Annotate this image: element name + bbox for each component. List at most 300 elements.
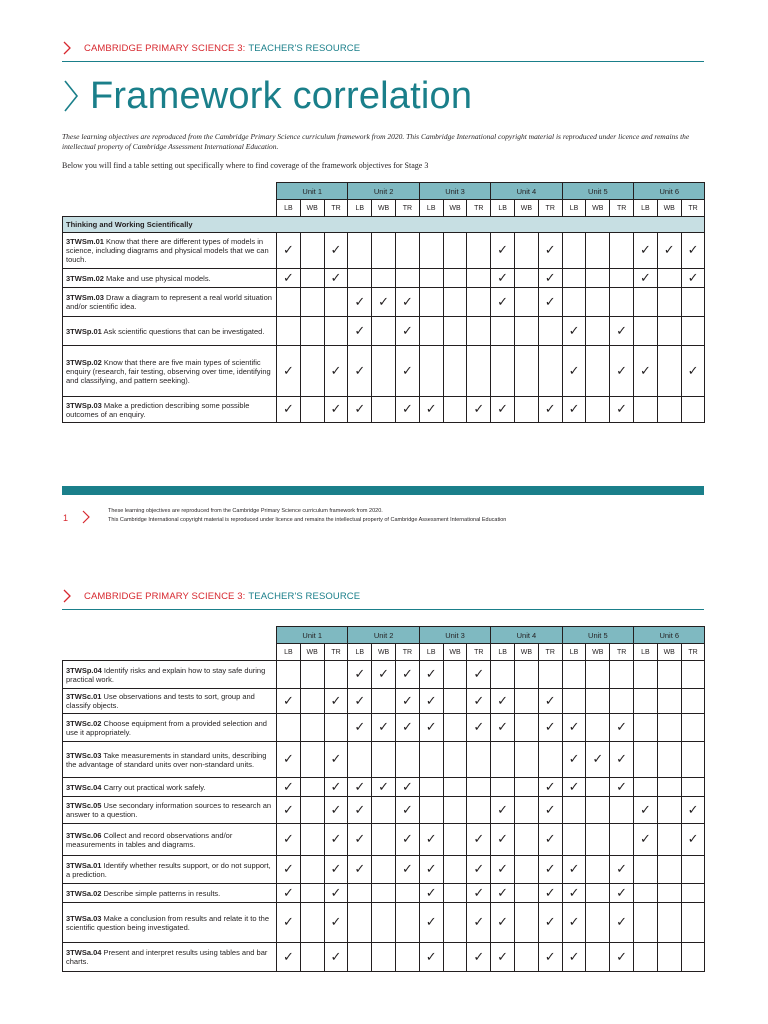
coverage-cell: [515, 661, 539, 689]
coverage-cell: [681, 943, 705, 972]
coverage-cell: [515, 824, 539, 856]
coverage-cell: [443, 856, 467, 884]
coverage-cell: [277, 884, 301, 903]
chevron-right-icon: [62, 589, 72, 603]
coverage-cell: [634, 714, 658, 742]
check-mark: ✓: [497, 243, 509, 258]
table-row: [63, 714, 705, 742]
check-mark: ✓: [497, 802, 509, 818]
coverage-cell: [538, 689, 562, 714]
coverage-cell: [300, 884, 324, 903]
sub-column-header: WB: [372, 644, 396, 661]
objective-code: 3TWSc.01: [66, 692, 102, 701]
check-mark: ✓: [378, 779, 390, 795]
coverage-cell: [348, 714, 372, 742]
objective-cell: [63, 884, 277, 903]
coverage-cell: [634, 317, 658, 346]
check-mark: ✓: [616, 752, 628, 767]
coverage-cell: [681, 742, 705, 778]
objective-cell: [63, 856, 277, 884]
coverage-cell: [324, 797, 348, 824]
header-subtitle: TEACHER'S RESOURCE: [248, 42, 361, 54]
objective-code: 3TWSc.02: [66, 718, 102, 728]
framework-table-1: [62, 182, 705, 423]
coverage-cell: [277, 317, 301, 346]
sub-column-header: TR: [538, 644, 562, 661]
check-mark: ✓: [425, 862, 437, 877]
check-mark: ✓: [282, 693, 294, 709]
check-mark: ✓: [616, 862, 628, 877]
coverage-cell: [443, 797, 467, 824]
coverage-cell: [467, 346, 491, 397]
header-subtitle: TEACHER'S RESOURCE: [248, 590, 361, 602]
check-mark: ✓: [354, 832, 366, 847]
unit-header: Unit 3: [419, 183, 490, 200]
check-mark: ✓: [354, 294, 366, 310]
coverage-cell: [491, 317, 515, 346]
coverage-cell: [657, 778, 681, 797]
coverage-cell: [396, 714, 420, 742]
objective-cell: [63, 824, 277, 856]
coverage-cell: [372, 903, 396, 943]
coverage-cell: [467, 269, 491, 288]
objective-cell: [63, 346, 277, 397]
sub-column-header: LB: [419, 200, 443, 217]
coverage-cell: [348, 269, 372, 288]
objective-text: Make a conclusion from results and relate it to the scientific question being investigated.: [66, 913, 270, 932]
check-mark: ✓: [401, 720, 413, 735]
coverage-cell: [610, 884, 634, 903]
check-mark: ✓: [282, 915, 294, 930]
coverage-cell: [681, 288, 705, 317]
coverage-cell: [610, 661, 634, 689]
coverage-cell: [491, 689, 515, 714]
check-mark: ✓: [330, 693, 342, 709]
check-mark: ✓: [616, 323, 628, 339]
coverage-cell: [396, 397, 420, 423]
coverage-cell: [657, 742, 681, 778]
coverage-cell: [300, 778, 324, 797]
check-mark: ✓: [282, 402, 294, 417]
coverage-cell: [467, 778, 491, 797]
coverage-cell: [467, 288, 491, 317]
sub-header-row: [63, 644, 705, 661]
objective-text: Use secondary information sources to research an answer to a question.: [66, 801, 272, 819]
coverage-cell: [562, 797, 586, 824]
sub-column-header: WB: [443, 644, 467, 661]
coverage-cell: [396, 269, 420, 288]
coverage-cell: [634, 397, 658, 423]
table-row: [63, 943, 705, 972]
objective-text: Know that there are different types of models in science, including diagrams and physical models that we can touch.: [66, 237, 269, 264]
coverage-cell: [277, 714, 301, 742]
check-mark: ✓: [497, 693, 509, 709]
coverage-cell: [657, 317, 681, 346]
coverage-cell: [538, 856, 562, 884]
check-mark: ✓: [473, 693, 485, 709]
sub-column-header: TR: [610, 644, 634, 661]
coverage-cell: [634, 346, 658, 397]
check-mark: ✓: [330, 752, 342, 767]
check-mark: ✓: [330, 915, 342, 930]
header-blank: [63, 644, 277, 661]
sub-column-header: WB: [372, 200, 396, 217]
coverage-cell: [610, 346, 634, 397]
coverage-cell: [372, 778, 396, 797]
coverage-cell: [467, 689, 491, 714]
coverage-cell: [562, 661, 586, 689]
check-mark: ✓: [639, 363, 651, 379]
coverage-cell: [538, 288, 562, 317]
coverage-cell: [657, 288, 681, 317]
coverage-cell: [657, 661, 681, 689]
check-mark: ✓: [354, 720, 366, 735]
objective-text: Make a prediction describing some possible outcomes of an enquiry.: [66, 400, 250, 419]
coverage-cell: [562, 742, 586, 778]
coverage-cell: [634, 903, 658, 943]
table-row: [63, 269, 705, 288]
coverage-cell: [515, 317, 539, 346]
coverage-cell: [538, 824, 562, 856]
coverage-cell: [372, 288, 396, 317]
coverage-cell: [515, 269, 539, 288]
check-mark: ✓: [473, 915, 485, 930]
coverage-cell: [681, 824, 705, 856]
objective-text: Take measurements in standard units, describing the advantage of standard units over non-standard units.: [66, 750, 267, 769]
objective-cell: [63, 661, 277, 689]
coverage-cell: [586, 397, 610, 423]
check-mark: ✓: [425, 720, 437, 735]
unit-header-row: [63, 183, 705, 200]
coverage-cell: [610, 824, 634, 856]
coverage-cell: [634, 943, 658, 972]
coverage-cell: [396, 778, 420, 797]
header-rule: [62, 609, 704, 610]
check-mark: ✓: [568, 720, 580, 735]
check-mark: ✓: [401, 667, 413, 682]
sub-column-header: LB: [348, 200, 372, 217]
check-mark: ✓: [568, 323, 580, 339]
coverage-cell: [491, 661, 515, 689]
coverage-cell: [300, 797, 324, 824]
header-series: CAMBRIDGE PRIMARY SCIENCE 3:: [84, 42, 246, 54]
chevron-right-icon: [62, 79, 80, 113]
coverage-cell: [300, 346, 324, 397]
check-mark: ✓: [425, 667, 437, 682]
running-header: [62, 588, 360, 604]
sub-column-header: WB: [657, 644, 681, 661]
coverage-cell: [443, 778, 467, 797]
objective-cell: [63, 943, 277, 972]
coverage-cell: [348, 233, 372, 269]
coverage-cell: [657, 269, 681, 288]
objective-code: 3TWSa.02: [66, 888, 102, 898]
coverage-cell: [277, 856, 301, 884]
objective-cell: [63, 233, 277, 269]
check-mark: ✓: [354, 802, 366, 818]
coverage-cell: [348, 742, 372, 778]
check-mark: ✓: [282, 832, 294, 847]
check-mark: ✓: [497, 294, 509, 310]
coverage-cell: [562, 714, 586, 742]
coverage-cell: [610, 317, 634, 346]
table-row: [63, 797, 705, 824]
coverage-cell: [348, 903, 372, 943]
coverage-cell: [515, 903, 539, 943]
coverage-cell: [396, 903, 420, 943]
sub-column-header: LB: [348, 644, 372, 661]
objective-cell: [63, 903, 277, 943]
coverage-cell: [657, 397, 681, 423]
coverage-cell: [300, 903, 324, 943]
objective-cell: [63, 714, 277, 742]
coverage-cell: [610, 269, 634, 288]
sub-column-header: TR: [324, 644, 348, 661]
coverage-cell: [586, 288, 610, 317]
coverage-cell: [586, 689, 610, 714]
coverage-cell: [634, 742, 658, 778]
table-row: [63, 397, 705, 423]
table-row: [63, 903, 705, 943]
check-mark: ✓: [568, 363, 580, 379]
check-mark: ✓: [330, 802, 342, 818]
objective-code: 3TWSc.06: [66, 830, 102, 840]
coverage-cell: [419, 797, 443, 824]
coverage-cell: [443, 288, 467, 317]
objective-code: 3TWSa.01: [66, 860, 102, 870]
coverage-cell: [419, 742, 443, 778]
coverage-cell: [467, 742, 491, 778]
coverage-cell: [515, 689, 539, 714]
coverage-cell: [324, 233, 348, 269]
coverage-cell: [372, 884, 396, 903]
objective-text: Identify risks and explain how to stay safe during practical work.: [66, 665, 266, 684]
coverage-cell: [300, 943, 324, 972]
coverage-cell: [443, 943, 467, 972]
objective-cell: [63, 778, 277, 797]
header-series: CAMBRIDGE PRIMARY SCIENCE 3:: [84, 590, 246, 602]
objective-code: 3TWSc.05: [66, 801, 102, 810]
coverage-cell: [348, 346, 372, 397]
coverage-cell: [515, 943, 539, 972]
sub-column-header: WB: [657, 200, 681, 217]
coverage-cell: [538, 317, 562, 346]
coverage-cell: [277, 269, 301, 288]
check-mark: ✓: [330, 832, 342, 847]
check-mark: ✓: [282, 363, 294, 379]
table-row: [63, 317, 705, 346]
coverage-cell: [419, 778, 443, 797]
coverage-cell: [681, 778, 705, 797]
coverage-cell: [515, 856, 539, 884]
coverage-cell: [538, 778, 562, 797]
coverage-cell: [491, 288, 515, 317]
objective-code: 3TWSp.04: [66, 665, 102, 675]
coverage-cell: [277, 689, 301, 714]
coverage-cell: [610, 397, 634, 423]
coverage-cell: [681, 397, 705, 423]
check-mark: ✓: [425, 693, 437, 709]
sub-column-header: WB: [586, 644, 610, 661]
check-mark: ✓: [544, 885, 556, 901]
sub-column-header: TR: [538, 200, 562, 217]
check-mark: ✓: [616, 915, 628, 930]
unit-header-row: [63, 627, 705, 644]
coverage-cell: [324, 714, 348, 742]
section-label: Thinking and Working Scientifically: [63, 217, 705, 233]
coverage-cell: [324, 661, 348, 689]
coverage-cell: [491, 884, 515, 903]
coverage-cell: [348, 317, 372, 346]
coverage-cell: [610, 778, 634, 797]
check-mark: ✓: [497, 720, 509, 735]
header-blank: [63, 200, 277, 217]
coverage-cell: [277, 346, 301, 397]
coverage-cell: [657, 797, 681, 824]
check-mark: ✓: [330, 862, 342, 877]
coverage-cell: [586, 943, 610, 972]
coverage-cell: [348, 689, 372, 714]
coverage-cell: [610, 689, 634, 714]
coverage-cell: [538, 397, 562, 423]
coverage-cell: [562, 269, 586, 288]
coverage-cell: [372, 714, 396, 742]
coverage-cell: [277, 797, 301, 824]
coverage-cell: [300, 661, 324, 689]
coverage-cell: [586, 742, 610, 778]
coverage-cell: [681, 689, 705, 714]
coverage-cell: [681, 903, 705, 943]
coverage-cell: [515, 778, 539, 797]
coverage-cell: [491, 346, 515, 397]
check-mark: ✓: [687, 270, 699, 286]
coverage-cell: [300, 233, 324, 269]
check-mark: ✓: [544, 243, 556, 258]
coverage-cell: [515, 397, 539, 423]
coverage-cell: [396, 346, 420, 397]
footnote-line-2: This Cambridge International copyright material is reproduced under licence and remains the intellectual property of Cambridge Assessment International Education: [108, 517, 507, 523]
check-mark: ✓: [687, 363, 699, 379]
coverage-cell: [467, 943, 491, 972]
coverage-cell: [515, 742, 539, 778]
check-mark: ✓: [330, 885, 342, 901]
coverage-cell: [443, 317, 467, 346]
check-mark: ✓: [282, 885, 294, 901]
coverage-cell: [634, 824, 658, 856]
coverage-cell: [634, 797, 658, 824]
coverage-cell: [491, 856, 515, 884]
coverage-cell: [657, 884, 681, 903]
header-rule: [62, 61, 704, 62]
coverage-cell: [681, 269, 705, 288]
coverage-cell: [348, 856, 372, 884]
check-mark: ✓: [473, 832, 485, 847]
footnote-line-1: These learning objectives are reproduced from the Cambridge Primary Science curriculum framework from 2020.: [108, 508, 383, 514]
check-mark: ✓: [425, 402, 437, 417]
coverage-cell: [348, 778, 372, 797]
coverage-cell: [610, 714, 634, 742]
coverage-cell: [324, 346, 348, 397]
coverage-cell: [324, 288, 348, 317]
check-mark: ✓: [330, 779, 342, 795]
sub-column-header: LB: [277, 644, 301, 661]
coverage-cell: [586, 856, 610, 884]
coverage-cell: [419, 317, 443, 346]
check-mark: ✓: [378, 667, 390, 682]
coverage-cell: [634, 856, 658, 884]
coverage-cell: [277, 233, 301, 269]
coverage-cell: [681, 661, 705, 689]
coverage-cell: [324, 856, 348, 884]
coverage-cell: [491, 903, 515, 943]
objective-code: 3TWSa.04: [66, 948, 102, 957]
coverage-cell: [634, 778, 658, 797]
coverage-cell: [562, 288, 586, 317]
coverage-cell: [443, 884, 467, 903]
coverage-cell: [586, 884, 610, 903]
coverage-cell: [419, 397, 443, 423]
coverage-cell: [277, 742, 301, 778]
check-mark: ✓: [401, 402, 413, 417]
coverage-cell: [562, 856, 586, 884]
objective-cell: [63, 397, 277, 423]
check-mark: ✓: [592, 752, 604, 767]
check-mark: ✓: [663, 243, 675, 258]
check-mark: ✓: [401, 363, 413, 379]
objective-code: 3TWSp.02: [66, 357, 102, 367]
check-mark: ✓: [425, 885, 437, 901]
coverage-cell: [467, 797, 491, 824]
coverage-cell: [300, 689, 324, 714]
coverage-cell: [562, 233, 586, 269]
coverage-cell: [396, 288, 420, 317]
coverage-cell: [324, 903, 348, 943]
table-row: [63, 346, 705, 397]
coverage-cell: [467, 397, 491, 423]
check-mark: ✓: [473, 862, 485, 877]
coverage-cell: [443, 714, 467, 742]
check-mark: ✓: [401, 294, 413, 310]
unit-header: Unit 1: [277, 183, 348, 200]
coverage-cell: [586, 903, 610, 943]
table-row: [63, 856, 705, 884]
objective-code: 3TWSm.02: [66, 273, 104, 283]
coverage-cell: [324, 689, 348, 714]
coverage-cell: [634, 661, 658, 689]
sub-column-header: WB: [300, 200, 324, 217]
table-row: [63, 884, 705, 903]
coverage-cell: [657, 943, 681, 972]
coverage-cell: [491, 233, 515, 269]
coverage-cell: [538, 742, 562, 778]
objective-code: 3TWSm.03: [66, 293, 104, 302]
check-mark: ✓: [568, 779, 580, 795]
check-mark: ✓: [544, 270, 556, 286]
coverage-cell: [467, 856, 491, 884]
check-mark: ✓: [282, 949, 294, 965]
coverage-cell: [538, 797, 562, 824]
coverage-cell: [300, 742, 324, 778]
check-mark: ✓: [544, 802, 556, 818]
objective-code: 3TWSa.03: [66, 913, 102, 923]
check-mark: ✓: [616, 949, 628, 965]
objective-cell: [63, 742, 277, 778]
objective-cell: [63, 689, 277, 714]
check-mark: ✓: [616, 779, 628, 795]
coverage-cell: [443, 824, 467, 856]
check-mark: ✓: [354, 862, 366, 877]
table-row: [63, 742, 705, 778]
